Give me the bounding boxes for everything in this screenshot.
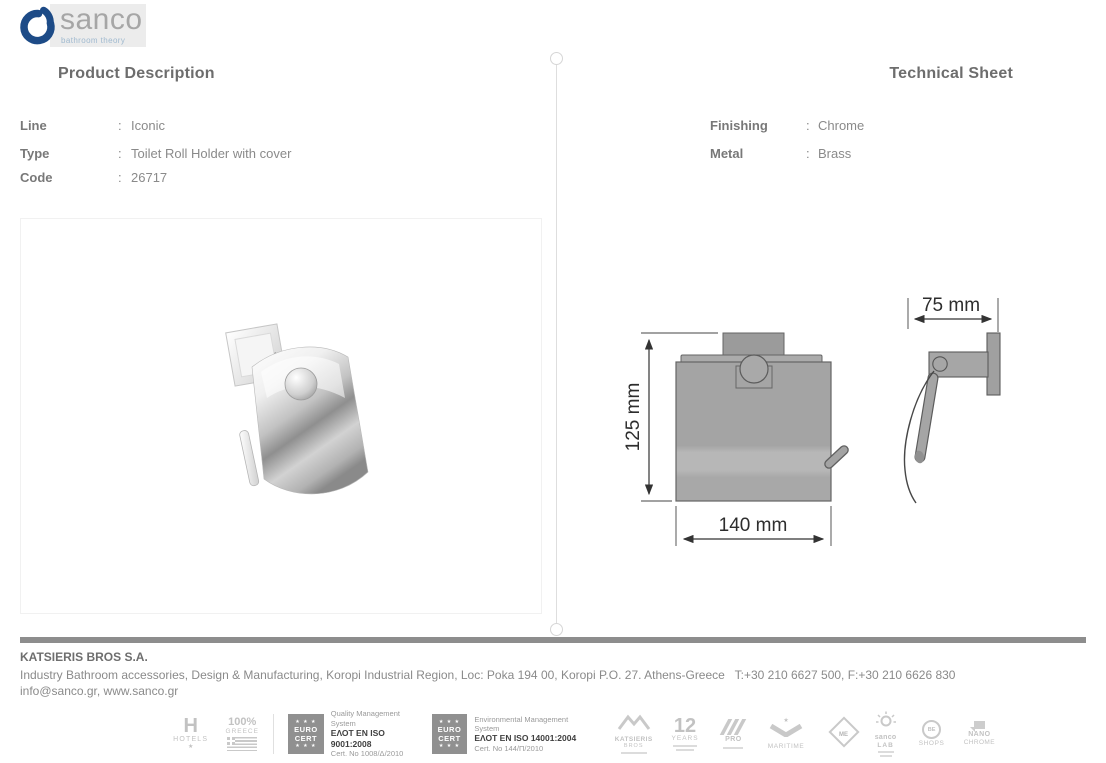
field-label: Code: [20, 170, 53, 185]
footer-contacts: info@sanco.gr, www.sanco.gr: [20, 684, 179, 698]
projects-badge: PRO: [717, 719, 749, 748]
field-label: Metal: [710, 146, 744, 161]
eurocert-seal-icon: ★ ★ ★ EURO CERT ★ ★ ★: [432, 714, 468, 754]
lightbulb-icon: [875, 711, 897, 729]
divider-bottom-circle: [550, 623, 563, 636]
field-label: Line: [20, 118, 47, 133]
field-value: 26717: [131, 170, 168, 185]
stripes-icon: [717, 719, 749, 735]
field-row-type: [20, 146, 540, 161]
field-row-finishing: [710, 118, 1090, 133]
column-divider-line: [556, 63, 557, 623]
front-view: [676, 333, 844, 501]
certification-badges-row: [170, 706, 1000, 762]
iso-9001-badge: [288, 709, 418, 758]
field-value: Iconic: [131, 118, 165, 133]
micro-text-bar: [676, 749, 694, 751]
iso-9001-text: Quality Management System ΕΛΟΤ EN ISO 9001:2008 Cert. No 1008/Δ/2010: [330, 709, 404, 759]
hinge-knob: [285, 368, 317, 400]
footer-address: Industry Bathroom accessories, Design & Manufacturing, Koropi Industrial Region, Loc: Poka 194 00, Koropi P.O. 27. Athens-Greece T:+30 210 6627 500, F:+30 210 6626 830: [20, 668, 956, 682]
chevron-icon: [768, 724, 804, 737]
field-row-metal: [710, 146, 1090, 161]
nano-chrome-badge: NANO CHROME: [959, 721, 1000, 747]
footer-company: KATSIERIS BROS S.A.: [20, 650, 148, 664]
brand-wordmark: sanco: [60, 3, 143, 36]
field-row-code: [20, 170, 540, 185]
height-dimension-label: 125 mm: [623, 382, 644, 452]
badge-separator: [273, 714, 274, 754]
technical-sheet-title: Technical Sheet: [889, 65, 1013, 82]
iso-14001-badge: [432, 714, 583, 754]
hotels-badge: H HOTELS ★: [170, 717, 211, 751]
micro-text-bar: [673, 745, 697, 747]
sanco-droplet-icon: [16, 4, 58, 50]
iso-14001-text: Environmental Management System ΕΛΟΤ EN ISO 14001:2004 Cert. No 144/Π/2010: [474, 714, 577, 753]
made-in-greece-badge: 100% GREECE: [223, 717, 261, 751]
side-view: [905, 333, 1000, 503]
eurocert-seal-icon: ★ ★ ★ EURO CERT ★ ★ ★: [288, 714, 324, 754]
product-photo: [195, 300, 425, 530]
star-icon: ★: [783, 717, 789, 724]
micro-text-bar: [621, 752, 647, 754]
micro-text-bar: [723, 747, 743, 749]
field-colon: :: [118, 170, 122, 185]
be-circle-icon: BE: [922, 720, 941, 739]
field-colon: :: [118, 118, 122, 133]
greek-flag-icon: [227, 737, 257, 751]
star-icon: ★: [187, 744, 194, 751]
field-value: Toilet Roll Holder with cover: [131, 146, 292, 161]
footer-divider-bar: [20, 637, 1086, 643]
product-description-title: Product Description: [58, 65, 215, 82]
hotels-icon: H: [183, 714, 198, 737]
sanco-lab-badge: sanco LAB: [867, 711, 905, 758]
depth-dimension-label: 75 mm: [921, 295, 981, 316]
field-value: Chrome: [818, 118, 865, 133]
me-badge: ME: [825, 717, 859, 751]
field-label: Finishing: [710, 118, 768, 133]
roll-bar: [239, 430, 259, 487]
mountains-icon: [617, 714, 651, 730]
maritime-badge: ★ MARITIME: [764, 718, 809, 751]
micro-text-bar: [878, 751, 894, 753]
field-value: Brass: [818, 146, 852, 161]
width-dimension-label: 140 mm: [718, 515, 788, 536]
field-colon: :: [118, 146, 122, 161]
be-shops-badge: BE SHOPS: [914, 720, 948, 747]
field-colon: :: [806, 118, 810, 133]
cube-icon: [974, 721, 985, 729]
field-colon: :: [806, 146, 810, 161]
brand-tagline: bathroom theory: [61, 36, 126, 45]
katsieris-bros-badge: KATSIERIS BROS: [609, 714, 659, 753]
divider-top-circle: [550, 52, 563, 65]
field-row-line: [20, 118, 540, 133]
micro-text-bar: [880, 755, 892, 757]
technical-drawing: [620, 280, 1020, 565]
twelve-years-badge: 12 YEARS: [669, 717, 701, 750]
field-label: Type: [20, 146, 50, 161]
